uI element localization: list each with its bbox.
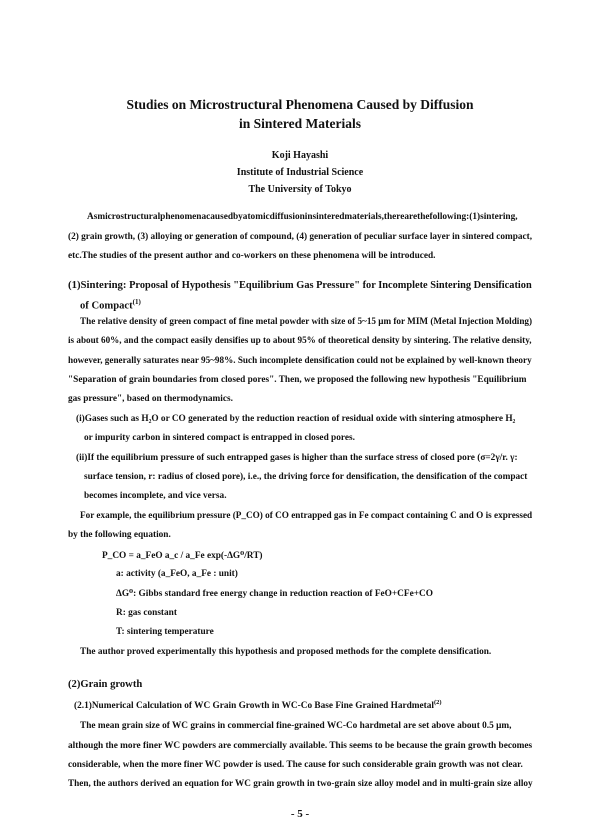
section-2-para-line-4: Then, the authors derived an equation for WC grain growth in two-grain size alloy model and in multi-grain size alloy <box>68 779 533 789</box>
page-number: - 5 - <box>290 808 310 820</box>
item-ii-line-2: surface tension, r: radius of closed pore), i.e., the driving force for densification, the densification of the compact <box>84 472 528 482</box>
paper-title-line-1: Studies on Microstructural Phenomena Caused by Diffusion <box>126 97 474 112</box>
definition-temperature: T: sintering temperature <box>116 627 214 637</box>
abstract-line-1: Asmicrostructuralphenomenacausedbyatomicdiffusioninsinteredmaterials,therearethefollowing:(1)sintering, <box>87 212 518 222</box>
section-2-subheading <box>74 699 442 711</box>
section-1-para-line-5: gas pressure", based on thermodynamics. <box>68 394 233 404</box>
item-ii-line-1: (ii)If the equilibrium pressure of such entrapped gases is higher than the surface stress of closed pore (σ=2γ/r. γ: <box>76 453 518 463</box>
section-1-para-line-2: is about 60%, and the compact easily densifies up to about 95% of theoretical density by sintering. The relative density, <box>68 336 532 346</box>
definition-gas-constant: R: gas constant <box>116 608 177 618</box>
abstract-line-2: (2) grain growth, (3) alloying or generation of compound, (4) generation of peculiar surface layer in sintered compact, <box>68 232 533 242</box>
author-name: Koji Hayashi <box>271 150 329 161</box>
paper-title-line-2: in Sintered Materials <box>239 116 361 131</box>
section-1-heading-rest: Proposal of Hypothesis "Equilibrium Gas Pressure" for Incomplete Sintering Densification <box>126 280 532 291</box>
equation: P_CO = a_FeO a_c / a_Fe exp(-ΔG⁰/RT) <box>102 551 263 561</box>
section-1-heading-line-2-text: of Compact <box>80 300 133 312</box>
example-line-1: For example, the equilibrium pressure (P_CO) of CO entrapped gas in Fe compact containing C and O is expressed <box>80 511 533 521</box>
section-1-closing: The author proved experimentally this hypothesis and proposed methods for the complete densification. <box>80 647 492 657</box>
section-1-para-line-4: "Separation of grain boundaries from closed pores". Then, we proposed the following new hypothesis "Equilibrium <box>68 375 527 385</box>
example-line-2: by the following equation. <box>68 530 171 540</box>
item-i-line-1: (i)Gases such as H₂O or CO generated by the reduction reaction of residual oxide with sintering atmosphere H₂ <box>76 414 516 424</box>
definition-activity: a: activity (a_FeO, a_Fe : unit) <box>116 569 238 579</box>
section-1-reference: (1) <box>132 298 141 306</box>
item-i-line-2: or impurity carbon in sintered compact is entrapped in closed pores. <box>84 433 355 443</box>
section-2-para-line-2: although the more finer WC powders are commercially available. This seems to be because the grain growth becomes <box>68 741 533 751</box>
section-2-subheading-text: (2.1)Numerical Calculation of WC Grain Growth in WC-Co Base Fine Grained Hardmetal <box>74 701 434 712</box>
section-1-para-line-3: however, generally saturates near 95~98%. Such incomplete densification could not be explained by well-known theory <box>68 356 532 366</box>
affiliation-line-2: The University of Tokyo <box>248 184 352 195</box>
section-2-para-line-3: considerable, when the more finer WC powder is used. The cause for such considerable grain growth was not clear. <box>68 760 523 770</box>
definition-gibbs: ΔG⁰: Gibbs standard free energy change in reduction reaction of FeO+CFe+CO <box>116 589 433 599</box>
abstract-line-3: etc.The studies of the present author and co-workers on these phenomena will be introduced. <box>68 251 436 261</box>
section-2-para-line-1: The mean grain size of WC grains in commercial fine-grained WC-Co hardmetal are set above about 0.5 μm, <box>80 721 512 731</box>
section-1-heading-prefix: (1)Sintering: <box>68 279 127 291</box>
section-1-heading-line-2 <box>80 293 141 316</box>
item-ii-line-3: becomes incomplete, and vice versa. <box>84 491 227 501</box>
section-1-para-line-1: The relative density of green compact of fine metal powder with size of 5~15 μm for MIM (Metal Injection Molding) <box>80 317 533 327</box>
section-2-reference: (2) <box>433 699 442 706</box>
affiliation-line-1: Institute of Industrial Science <box>236 167 364 178</box>
section-2-heading: (2)Grain growth <box>68 679 143 690</box>
